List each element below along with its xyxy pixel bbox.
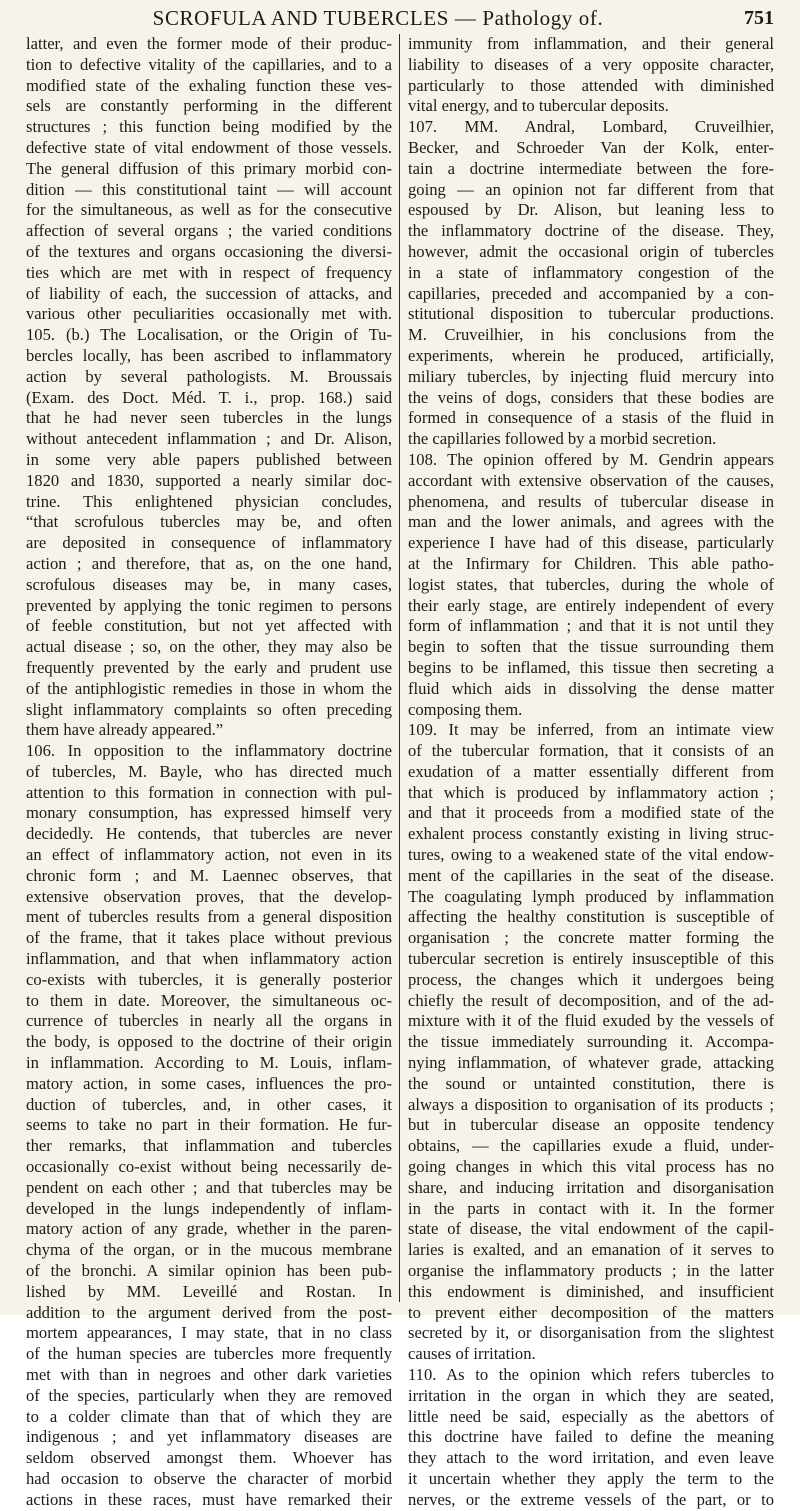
text-line: immunity from inflammation, and their general (408, 34, 774, 53)
text-line: seems to take no part in their formation. He fur- (26, 1115, 392, 1135)
text-line: slight inflammatory complaints so often preceding (26, 699, 392, 719)
text-line: formed in consequence of a stasis of the fluid in (408, 408, 774, 428)
text-line: tubercular secretion is entirely insusceptible of this (408, 949, 774, 969)
text-line: without antecedent inflammation ; and Dr. Alison, (26, 429, 392, 449)
text-line: and that it proceeds from a modified state of the (408, 803, 774, 823)
text-line: man and the lower animals, and agrees with the (408, 512, 774, 532)
text-line: to a colder climate than that of which they are (26, 1406, 392, 1426)
text-line: seldom observed amongst them. Whoever has (26, 1448, 392, 1468)
text-line: latter, and even the former mode of their produc- (26, 34, 392, 53)
text-columns (26, 34, 774, 1509)
text-line: ties which are met with in respect of frequency (26, 262, 392, 282)
right-column (408, 34, 774, 1509)
text-line: causes of irritation. (408, 1344, 536, 1364)
text-line: at the Infirmary for Children. This able patho- (408, 553, 774, 573)
text-line: but in tubercular disease an opposite tendency (408, 1115, 774, 1135)
text-line: monary consumption, has expressed himself very (26, 803, 392, 823)
text-line: trine. This enlightened physician concludes, (26, 491, 392, 511)
text-line: tures, owing to a weakened state of the vital endow- (408, 845, 774, 865)
text-line: obtains, — the capillaries exude a fluid, under- (408, 1136, 774, 1156)
text-line: chiefly the result of decomposition, and of the ad- (408, 990, 774, 1010)
text-line: structures ; this function being modified by the (26, 117, 392, 137)
text-line: of the bronchi. A similar opinion has been pub- (26, 1261, 392, 1281)
text-line: sels are constantly performing in the different (26, 96, 392, 116)
text-line: various other peculiarities occasionally met with. (26, 304, 392, 324)
text-line: prevented by applying the tonic regimen to persons (26, 595, 392, 615)
text-line: the body, is opposed to the doctrine of their origin (26, 1032, 392, 1052)
text-line: had occasion to observe the character of morbid (26, 1468, 392, 1488)
text-line: experiments, wherein he produced, artificially, (408, 345, 774, 365)
text-line: of tubercles, M. Bayle, who has directed much (26, 761, 392, 781)
text-line: laries is exalted, and an emanation of it serves to (408, 1240, 774, 1260)
text-line: of the tubercular formation, that it consists of an (408, 741, 774, 761)
text-line: going — an opinion not far different from that (408, 179, 774, 199)
page-header (26, 4, 774, 34)
text-line: it uncertain whether they apply the term to the (408, 1468, 774, 1488)
text-line: M. Cruveilhier, in his conclusions from the (408, 325, 774, 345)
text-line: 109. It may be inferred, from an intimate view (408, 720, 774, 740)
text-line: miliary tubercles, by injecting fluid mercury into (408, 366, 774, 386)
text-line: affection of several organs ; the varied conditions (26, 221, 392, 241)
text-line: actions in these races, must have remarked their (26, 1489, 392, 1509)
text-line: begin to soften that the tissue surrounding them (408, 637, 774, 657)
text-line: of the antiphlogistic remedies in those in whom the (26, 678, 392, 698)
text-line: The coagulating lymph produced by inflammation (408, 886, 774, 906)
text-line: action ; and therefore, that as, on the one hand, (26, 553, 392, 573)
text-line: duction of tubercles, and, in other cases, it (26, 1094, 392, 1114)
text-line: for the simultaneous, as well as for the consecutive (26, 200, 392, 220)
text-line: decidedly. He contends, that tubercles are never (26, 824, 392, 844)
text-line: going changes in which this vital process has no (408, 1157, 774, 1177)
text-line: capillaries, preceded and accompanied by a con- (408, 283, 774, 303)
text-line: of the human species are tubercles more frequently (26, 1344, 392, 1364)
text-line: The general diffusion of this primary morbid con- (26, 158, 392, 178)
text-line: scrofulous diseases may be, in many cases, (26, 574, 392, 594)
text-line: particularly to those attended with diminished (408, 75, 774, 95)
text-line: co-exists with tubercles, it is generally posterior (26, 969, 392, 989)
text-line: espoused by Dr. Alison, but leaning less to (408, 200, 774, 220)
text-line: accordant with extensive observation of the causes, (408, 470, 774, 490)
text-line: the tissue immediately surrounding it. Accompa- (408, 1032, 774, 1052)
text-line: actual disease ; so, on the other, they may also be (26, 637, 392, 657)
text-line: organise the inflammatory products ; in the latter (408, 1261, 774, 1281)
text-line: the inflammatory doctrine of the disease. They, (408, 221, 774, 241)
text-line: an effect of inflammatory action, not even in its (26, 845, 392, 865)
text-line: defective state of vital endowment of those vessels. (26, 137, 392, 157)
text-line: that which is produced by inflammatory action ; (408, 782, 774, 802)
text-line: 110. As to the opinion which refers tubercles to (408, 1365, 774, 1384)
text-line: “that scrofulous tubercles may be, and often (26, 512, 392, 532)
text-line: experience I have had of this disease, particularly (408, 533, 774, 553)
text-line: this endowment is diminished, and insufficient (408, 1281, 774, 1301)
text-line: action by several pathologists. M. Broussais (26, 366, 392, 386)
text-line: 105. (b.) The Localisation, or the Origin of Tu- (26, 325, 392, 345)
text-line: liability to diseases of a very opposite character, (408, 54, 774, 74)
left-column (26, 34, 392, 1509)
text-line: their early stage, are entirely independent of every (408, 595, 774, 615)
text-line: Becker, and Schroeder Van der Kolk, enter- (408, 137, 774, 157)
text-line: nying inflammation, of whatever grade, attacking (408, 1053, 774, 1073)
text-line: that he had never seen tubercles in the lungs (26, 408, 392, 428)
text-line: bercles locally, has been ascribed to inflammatory (26, 345, 392, 365)
text-line: matory action, in some cases, influences the pro- (26, 1073, 392, 1093)
text-line: however, admit the occasional origin of tubercles (408, 241, 774, 261)
text-line: 107. MM. Andral, Lombard, Cruveilhier, (408, 117, 774, 137)
text-line: lished by MM. Leveillé and Rostan. In (26, 1281, 392, 1301)
column-divider (399, 34, 400, 1302)
text-line: of feeble constitution, but not yet affected with (26, 616, 392, 636)
text-line: in some very able papers published between (26, 449, 392, 469)
text-line: logist states, that tubercles, during the whole of (408, 574, 774, 594)
text-line: always a disposition to organisation of its products ; (408, 1094, 774, 1114)
text-line: them have already appeared.” (26, 720, 224, 740)
text-line: organisation ; the concrete matter forming the (408, 928, 774, 948)
text-line: frequently prevented by the early and prudent use (26, 657, 392, 677)
text-line: addition to the argument derived from the post- (26, 1302, 392, 1322)
text-line: secreted by it, or disorganisation from the slightest (408, 1323, 774, 1343)
text-line: of the frame, that it takes place without previous (26, 928, 392, 948)
text-line: ther remarks, that inflammation and tubercles (26, 1136, 392, 1156)
text-line: state of disease, the vital endowment of the capil- (408, 1219, 774, 1239)
text-line: ment of tubercles results from a general disposition (26, 907, 392, 927)
text-line: matory action of any grade, whether in the paren- (26, 1219, 392, 1239)
text-line: indigenous ; and yet inflammatory diseases are (26, 1427, 392, 1447)
text-line: vital energy, and to tubercular deposits. (408, 96, 669, 116)
text-line: inflammation, and that when inflammatory action (26, 949, 392, 969)
text-line: to prevent either decomposition of the matters (408, 1302, 774, 1322)
text-line: 106. In opposition to the inflammatory doctrine (26, 741, 392, 761)
text-line: composing them. (408, 699, 523, 719)
text-line: met with than in negroes and other dark varieties (26, 1365, 392, 1384)
text-line: the capillaries followed by a morbid secretion. (408, 429, 717, 449)
text-line: are deposited in consequence of inflammatory (26, 533, 392, 553)
text-line: currence of tubercles in nearly all the organs in (26, 1011, 392, 1031)
text-line: form of inflammation ; and that it is not until they (408, 616, 774, 636)
text-line: the veins of dogs, considers that these bodies are (408, 387, 774, 407)
text-line: extensive observation proves, that the develop- (26, 886, 392, 906)
text-line: this doctrine have failed to define the meaning (408, 1427, 774, 1447)
text-line: mortem appearances, I may state, that in no class (26, 1323, 392, 1343)
text-line: of the textures and organs occasioning the diversi- (26, 241, 392, 261)
text-line: share, and inducing irritation and disorganisation (408, 1177, 774, 1197)
text-line: to them in date. Moreover, the simultaneous oc- (26, 990, 392, 1010)
text-line: nerves, or the extreme vessels of the part, or to (408, 1489, 774, 1509)
text-line: fluid which aids in dissolving the dense matter (408, 678, 774, 698)
text-line: chyma of the organ, or in the mucous membrane (26, 1240, 392, 1260)
text-line: tain a doctrine intermediate between the fore- (408, 158, 774, 178)
text-line: 1820 and 1830, supported a nearly similar doc- (26, 470, 392, 490)
text-line: the sound or untainted constitution, there is (408, 1073, 774, 1093)
text-line: irritation in the organ in which they are seated, (408, 1385, 774, 1405)
text-line: in a state of inflammatory congestion of the (408, 262, 774, 282)
text-line: little need be said, especially as the abettors of (408, 1406, 774, 1426)
text-line: in the parts in contact with it. In the former (408, 1198, 774, 1218)
running-title: SCROFULA AND TUBERCLES — Pathology of. (152, 6, 604, 30)
text-line: of liability of each, the succession of attacks, and (26, 283, 392, 303)
text-line: stitutional disposition to tubercular productions. (408, 304, 774, 324)
text-line: pendent on each other ; and that tubercles may be (26, 1177, 392, 1197)
text-line: of the species, particularly when they are removed (26, 1385, 392, 1405)
text-line: chronic form ; and M. Laennec observes, that (26, 865, 392, 885)
text-line: in inflammation. According to M. Louis, inflam- (26, 1053, 392, 1073)
text-line: attention to this formation in connection with pul- (26, 782, 392, 802)
text-line: begins to be inflamed, this tissue then secreting a (408, 657, 774, 677)
text-line: (Exam. des Doct. Méd. T. i., prop. 168.) said (26, 387, 392, 407)
text-line: exudation of a matter essentially different from (408, 761, 774, 781)
text-line: occasionally co-exist without being necessarily de- (26, 1157, 392, 1177)
text-line: mixture with it of the fluid exuded by the vessels of (408, 1011, 774, 1031)
text-line: dition — this constitutional taint — will account (26, 179, 392, 199)
text-line: tion to defective vitality of the capillaries, and to a (26, 54, 392, 74)
text-line: affecting the healthy constitution is susceptible of (408, 907, 774, 927)
text-line: phenomena, and results of tubercular disease in (408, 491, 774, 511)
text-line: 108. The opinion offered by M. Gendrin appears (408, 449, 774, 469)
text-line: exhalent process constantly existing in living struc- (408, 824, 774, 844)
text-line: process, the changes which it undergoes being (408, 969, 774, 989)
text-line: developed in the lungs independently of inflam- (26, 1198, 392, 1218)
text-line: modified state of the exhaling function these ves- (26, 75, 392, 95)
text-line: ment of the capillaries in the seat of the disease. (408, 865, 774, 885)
page-number: 751 (744, 7, 774, 29)
text-line: they attach to the word irritation, and even leave (408, 1448, 774, 1468)
